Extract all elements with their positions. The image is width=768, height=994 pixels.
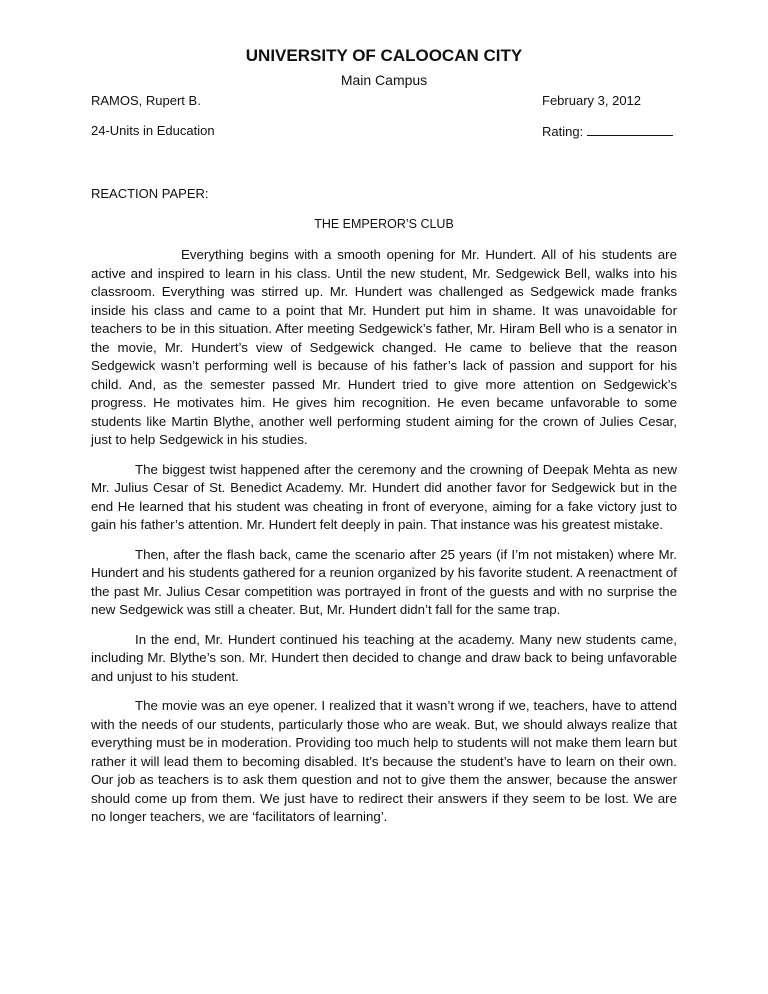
paragraph: Everything begins with a smooth opening for Mr. Hundert. All of his students are active and inspired to learn in his class. Until the new student, Mr. Sedgewick Bell, walks into his classroom. Everything was stirred up. Mr. Hundert was challenged as Sedgewick made franks inside his class and came to a point that Mr. Hundert put him in shame. It was unavoidable for teachers to be in this situation. After meeting Sedgewick’s father, Mr. Hiram Bell who is a senator in the movie, Mr. Hundert’s view of Sedgewick changed. He came to believe that the reason Sedgewick wasn’t performing well is because of his father’s lack of passion and support for his child. And, as the semester passed Mr. Hundert tried to give more attention on Sedgewick’s progress. He motivates him. He gives him recognition. He even became unfavorable to some students like Martin Blythe, another well performing student aiming for the crown of Julies Cesar, just to help Sedgewick in his studies. [91,247,677,447]
campus-subtitle: Main Campus [340,72,428,88]
paper-date: February 3, 2012 [542,93,642,108]
section-label: REACTION PAPER: [91,186,209,201]
paragraph: In the end, Mr. Hundert continued his teaching at the academy. Many new students came, including Mr. Blythe’s son. Mr. Hundert then decided to change and draw back to being unfavorable and unjust to his student. [91,631,677,684]
paragraph: The biggest twist happened after the ceremony and the crowning of Deepak Mehta as new Mr. Julius Cesar of St. Benedict Academy. Mr. Hundert did another favor for Sedgewick but in the end He learned that his student was cheating in front of everyone, aiming for a fake victory just to gain his father’s attention. Mr. Hundert felt deeply in pain. That instance was his greatest mistake. [91,461,677,532]
rating-field [542,123,673,139]
essay-body [91,246,677,838]
program-label: 24-Units in Education [91,123,215,138]
rating-blank-line [587,123,673,136]
paragraph: The movie was an eye opener. I realized that it wasn’t wrong if we, teachers, have to attend with the needs of our students, particularly those who are weak. But, we should always realize that everything must be in moderation. Providing too much help to students will not make them learn but rather it will lead them to becoming disabled. It’s because the student’s have to learn on their own. Our job as teachers is to ask them question and not to give them the answer, because the answer should come up from them. We just have to redirect their answers if they seem to be lost. We are no longer teachers, we are ‘facilitators of learning’. [91,698,677,824]
student-name: RAMOS, Rupert B. [91,93,201,108]
paper-title: THE EMPEROR’S CLUB [314,217,454,231]
paragraph: Then, after the flash back, came the scenario after 25 years (if I’m not mistaken) where Mr. Hundert and his students gathered for a reunion organized by his favorite student. A reenactment of the past Mr. Julius Cesar competition was portrayed in front of the guests and with no surprise the new Sedgewick was still a cheater. But, Mr. Hundert didn’t fall for the same trap. [91,546,677,617]
university-title: UNIVERSITY OF CALOOCAN CITY [245,46,523,65]
rating-label: Rating: [542,124,584,139]
